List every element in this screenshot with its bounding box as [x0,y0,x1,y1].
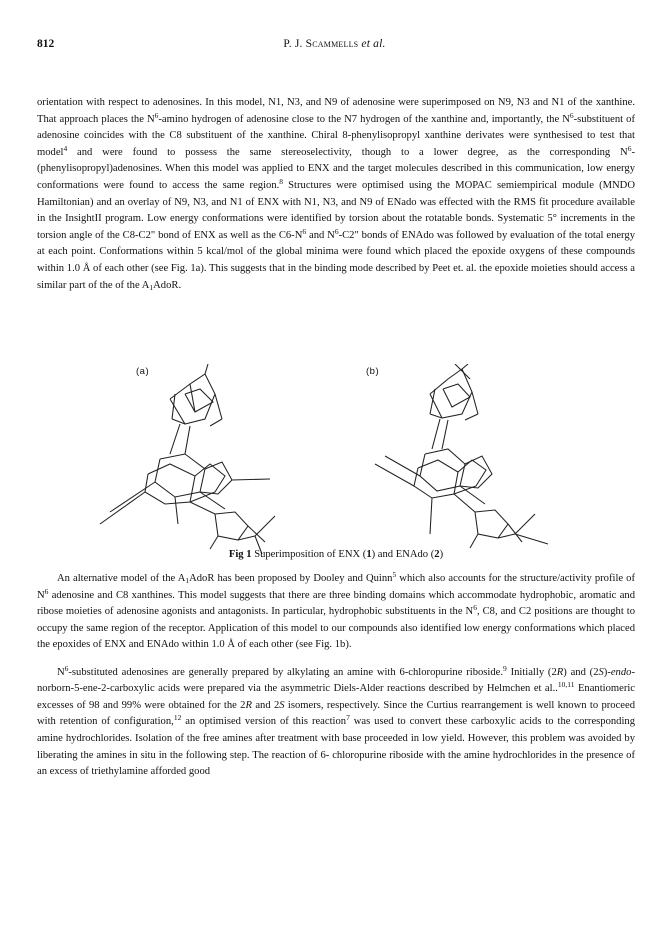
figure-1 [0,364,672,564]
figure-caption [0,549,672,560]
page-number: 812 [37,38,55,50]
paragraph-1 [37,95,635,294]
paragraph-1-text: orientation with respect to adenosines. In this model, N1, N3, and N9 of adenosine were superimposed on N9, N3 and N1 of the xanthine. That approach places the $N^6$-amino hydrogen of adenosine close to the N7 hydrogen of the xanthine and, importantly, the $N^6$-substituent of adenosine coincides with the C8 substituent of the xanthine. Chiral 8-phenylisopropyl xanthine derivates were synthesised to test that model$^4$ and were found to possess the same stereoselectivity, though to a lower degree, as the corresponding $N^6-(phenylisopropyl)adenosines$. When this model was applied to ENX and the target molecules described in this communication, low energy conformations were found to access the same region.$^8$ Structures were optimised using the MOPAC semiempirical module (MNDO Hamiltonian) and an overlay of N9, N3, and N1 of ENX with N1, N3, and N9 of ENado was effected with the RMS fit procedure available in the InsightII program. Low energy conformations were identified by torsion about the rotatable bonds. Systematic 5° increments in the torsion angle of the C8-C2" bond of ENX as well as the $C6-N^6$ and $N^6-C2$" bonds of ENAdo was followed by evaluation of the total energy at each point. Conformations within 5 kcal/mol of the global minima were found which placed the epoxide oxygens of these compounds within 1.0 Å of each other (see Fig. 1a). This suggests that in the binding mode described by Peet et. al. the epoxide moieties should access a similar part of the of the $A_1AdoR$. [37,97,635,292]
molecule-overlay-b [0,364,672,564]
structure-b [375,364,548,548]
authors-etal: et al. [358,38,386,50]
authors-prefix: P. J. [283,38,306,50]
paragraphs-2-3 [37,571,635,791]
page-header [37,38,632,54]
authors-surname: Scammells [305,38,359,50]
figure-label-a: (a) [136,366,150,377]
paragraph-2-text: An alternative model of the $A_1AdoR$ has been proposed by Dooley and Quinn$^5$ which also accounts for the structure/activity profile of $N^6$ adenosine and C8 xanthines. This model suggests that there are three binding domains which accommodate hydrophobic, aromatic and ribose moieties of adenosine agonists and antagonists. In particular, hydrophobic substituents in the $N^6$, C8, and C2 positions are thought to occupy the same region of the receptor. Application of this model to our compounds also identified low energy conformations which placed the epoxides of ENX and ENAdo within 1.0 Å of each other (see Fig. 1b). [37,570,635,651]
running-head [37,38,632,50]
paragraph-3-text: $N^6$-substituted adenosines are generally prepared by alkylating an amine with 6-chloropurine riboside.$^9$ Initially (2R) and (2S)-endo-norborn-5-ene-2-carboxylic acids were prepared via the asymmetric Diels-Alder reactions described by Helmchen et al..$^{10,11}$ Enantiomeric excesses of 98 and 99% were obtained for the 2R and 2S isomers, respectively. Since the Curtius rearrangement is well known to proceed with retention of configuration,$^{12}$ an optimised version of this reaction$^7$ was used to convert these carboxylic acids to the corresponding amine hydrochlorides. Isolation of the free amines after treatment with base proceeded in low yield. However, this problem was avoided by liberating the amines in situ in the following step. The reaction of 6- chloropurine riboside with the amine hydrochlorides in the presence of an excess of triethylamine afforded good [37,663,636,778]
figure-label-b: (b) [366,366,380,377]
caption-label: Fig 1 [228,549,252,560]
caption-text: Superimposition of ENX (1) and ENAdo (2) [251,549,444,560]
